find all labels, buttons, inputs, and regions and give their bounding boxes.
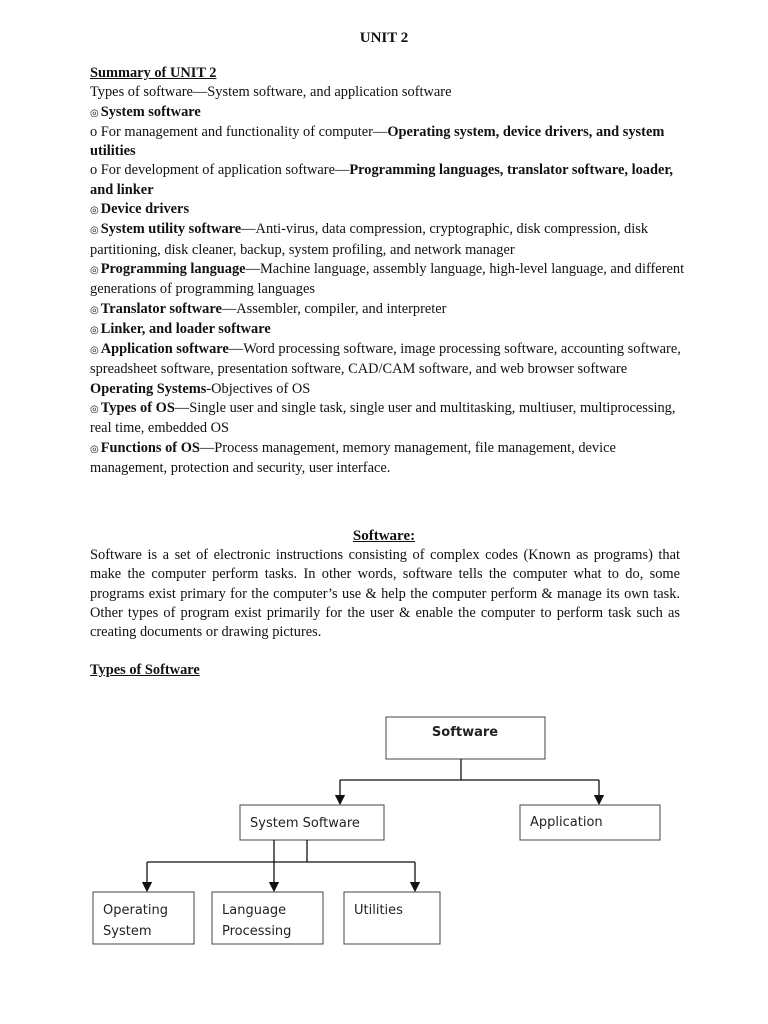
translator-label: Translator software <box>100 300 222 317</box>
software-box-label: Software <box>431 725 499 740</box>
utility-label: System utility software <box>100 221 242 238</box>
func-os-text: —Process management, memory management, file management, device management, protection and security, user interface. <box>90 439 616 476</box>
spiral-bullet-icon: ◎ <box>90 264 99 276</box>
app-text: —Word processing software, image processing software, accounting software, spreadsheet software, presentation software, CAD/CAM software, and web browser software <box>90 341 681 378</box>
prog-text: —Machine language, assembly language, high-level language, and different generations of programming languages <box>90 260 685 298</box>
utilities-box <box>344 892 440 944</box>
page-title: UNIT 2 <box>359 30 409 46</box>
software-paragraph: Software is a set of electronic instructions consisting of complex codes (Known as programs) that make the computer perform tasks. In other words, software tells the computer what to do, some programs exist primary for the computer’s use & help the computer perform & manage its own task. Other types of program exist primarily for the user & enable the computer to perform task such as creating documents or drawing pictures. <box>90 547 680 641</box>
language-processing-label-line2: Processing <box>222 924 292 939</box>
spiral-bullet-icon: ◎ <box>90 404 99 416</box>
dev-bold: Programming languages, translator software, loader, and linker <box>90 162 674 198</box>
types-of-software-heading: Types of Software <box>90 662 200 678</box>
app-label: Application software <box>100 341 229 358</box>
summary-heading: Summary of UNIT 2 <box>90 65 217 81</box>
spiral-bullet-icon: ◎ <box>90 443 99 455</box>
linker-label: Linker, and loader software <box>100 320 271 337</box>
spiral-bullet-icon: ◎ <box>90 225 99 237</box>
dev-prefix: o For development of application software— <box>90 162 350 179</box>
mgmt-bold: Operating system, device drivers, and system utilities <box>90 123 665 160</box>
operating-system-label-line2: System <box>103 924 152 939</box>
operating-system-label-line1: Operating <box>103 903 168 918</box>
software-heading: Software: <box>352 528 416 544</box>
spiral-bullet-icon: ◎ <box>90 304 99 316</box>
spiral-bullet-icon: ◎ <box>90 345 99 357</box>
spiral-bullet-icon: ◎ <box>90 205 99 217</box>
translator-text: —Assembler, compiler, and interpreter <box>221 300 447 317</box>
spiral-bullet-icon: ◎ <box>90 107 99 119</box>
types-os-text: —Single user and single task, single user and multitasking, multiuser, multiprocessing, real time, embedded OS <box>90 400 676 437</box>
language-processing-label-line1: Language <box>222 903 287 918</box>
prog-label: Programming language <box>100 260 246 277</box>
func-os-label: Functions of OS <box>100 439 200 456</box>
mgmt-prefix: o For management and functionality of computer— <box>90 123 388 140</box>
utilities-box-label: Utilities <box>354 903 403 918</box>
spiral-bullet-icon: ◎ <box>90 324 99 336</box>
device-drivers-label: Device drivers <box>100 201 190 218</box>
types-line: Types of software—System software, and application software <box>90 84 452 101</box>
os-text: -Objectives of OS <box>206 380 311 397</box>
system-software-box-label: System Software <box>250 816 360 831</box>
types-os-label: Types of OS <box>100 400 175 417</box>
os-label: Operating Systems <box>90 380 207 397</box>
utility-text: —Anti-virus, data compression, cryptographic, disk compression, disk partitioning, disk cleaner, backup, system profiling, and network manager <box>90 221 649 258</box>
system-software-label: System software <box>100 103 201 120</box>
application-box-label: Application <box>530 815 603 830</box>
